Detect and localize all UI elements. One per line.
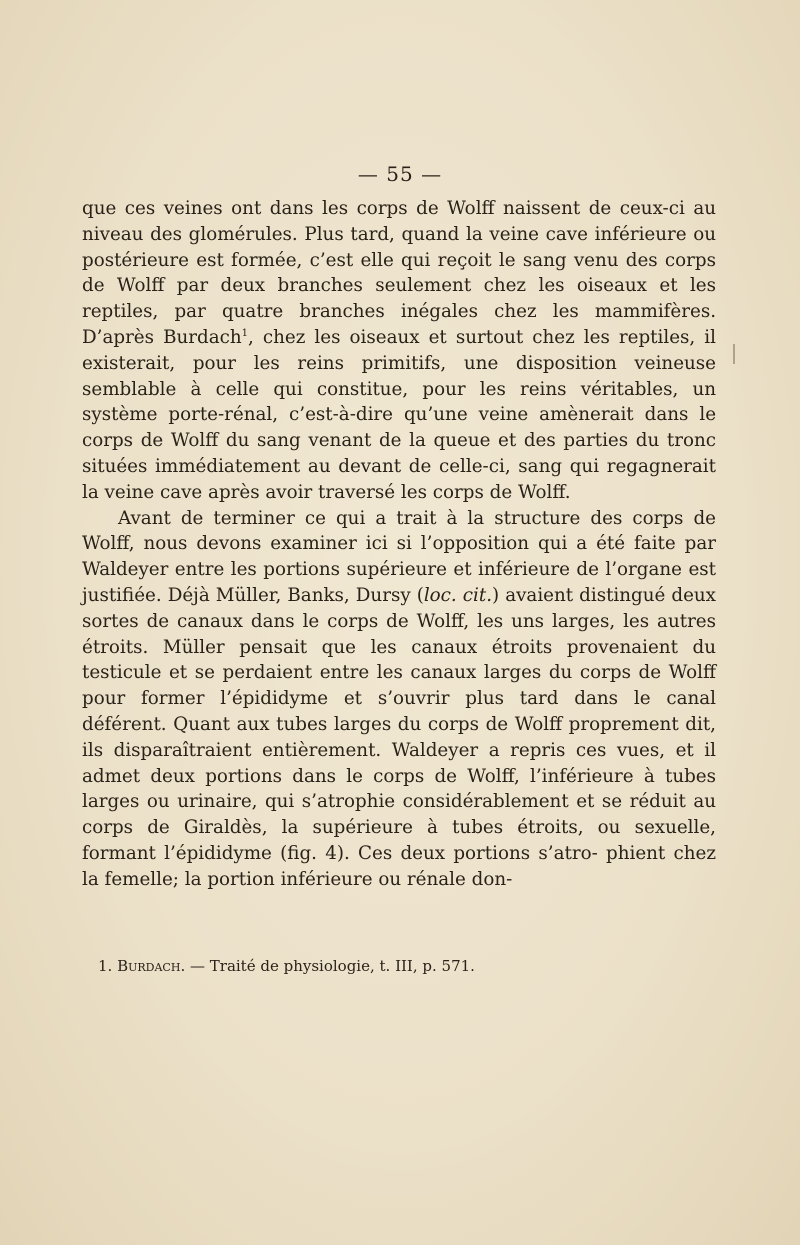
footnote-text: — Traité de physiologie, t. III, p. 571. [190, 957, 475, 975]
text-line: entièrement. Waldeyer a repris ces vues, et il admet deux [82, 739, 716, 787]
page-number: — 55 — [357, 162, 443, 186]
text-line: les reins véritables, un système porte-rénal, c’est-à-dire [82, 378, 717, 426]
text-line: inférieure ou postérieure est formée, c’est elle qui reçoit le [82, 223, 717, 271]
footnote-author: Burdach. [117, 957, 186, 975]
text-line: et s’ouvrir plus tard dans le canal déférent. Quant aux tubes [82, 688, 716, 735]
footnote-number: 1. [98, 957, 113, 975]
text-line: , chez les oiseaux et [248, 326, 447, 348]
text-line: faite par Waldeyer entre les portions supérieure et inférieure [82, 533, 716, 581]
text-line: corps de Giraldès, la supérieure à tubes étroits, ou sexuelle, [82, 817, 716, 839]
text-line: ou urinaire, qui s’atrophie considérablement et se réduit au [146, 791, 716, 813]
text-line: avaient distingué deux sortes de canaux dans le corps de [82, 584, 716, 632]
text-line: Wolff, nous devons examiner ici si l’opposition qui a été [82, 533, 626, 555]
text-line: sang venu des corps de Wolff par deux branches seulement [82, 249, 717, 297]
text-line: une disposition veineuse semblable à celle qui constitue, pour [82, 352, 716, 400]
text-line: larges du corps de Wolff proprement dit, ils disparaîtraient [82, 713, 716, 761]
body-text [82, 196, 716, 893]
text-line: de la queue et des parties du tronc situées immédiatement au [82, 430, 716, 477]
citation-italic: loc. cit. [423, 584, 493, 606]
text-line: portions dans le corps de Wolff, l’inférieure à tubes larges [82, 765, 717, 813]
text-line: canaux étroits provenaient du testicule et se perdaient entre [82, 636, 717, 684]
footnote-ref: 1 [241, 327, 249, 339]
text-line: devant de celle-ci, sang qui regagnerait la veine cave après [82, 455, 716, 503]
text-line: Wolff, les uns larges, les autres étroits. Müller pensait que les [82, 610, 717, 658]
text-line: Avant de terminer ce qui a trait à la structure des corps de [118, 507, 716, 529]
footnote [98, 956, 708, 976]
text-line: que ces veines ont dans les corps de Wolff naissent de ceux-ci [82, 198, 685, 219]
text-line: qu’une veine amènerait dans le corps de Wolff du sang venant [82, 404, 717, 452]
margin-mark [733, 344, 735, 364]
text-line: phient chez la femelle; la portion inférieure ou rénale don- [82, 842, 716, 890]
text-line: chez les oiseaux et les reptiles, par quatre branches inégales [82, 275, 717, 323]
text-line: chez les mammifères. D’après Burdach [82, 301, 717, 348]
text-line: les canaux larges du corps de Wolff pour former l’épididyme [82, 662, 716, 710]
text-line: formant l’épididyme (fig. 4). Ces deux portions s’atro- [82, 842, 598, 864]
text-line: avoir traversé les corps de Wolff. [265, 481, 571, 503]
text-line: de l’organe est justifiée. Déjà Müller, Banks, Dursy ( [82, 559, 716, 606]
text-line: surtout chez les reptiles, il existerait, pour les reins primitifs, [82, 326, 716, 374]
paragraph-2 [82, 506, 716, 893]
paragraph-1 [82, 196, 716, 506]
text-line: au niveau des glomérules. Plus tard, quand la veine cave [82, 198, 717, 245]
text-line: ) [492, 584, 500, 606]
